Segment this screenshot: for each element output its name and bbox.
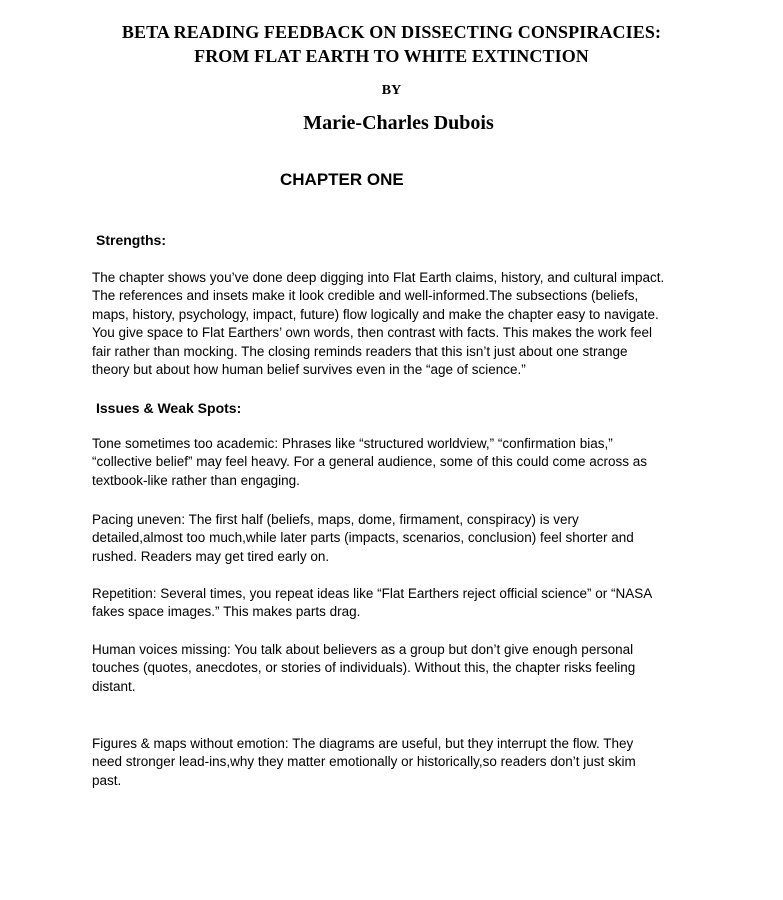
paragraph-line: fakes space images.” This makes parts drag.: [92, 604, 361, 620]
paragraph-line: The references and insets make it look credible and well-informed.The subsections (beliefs,: [92, 288, 639, 304]
pacing-paragraph: [92, 511, 712, 566]
human-voices-paragraph: [92, 641, 712, 696]
strengths-paragraph: [92, 269, 712, 379]
byline-label: BY: [381, 83, 402, 98]
paragraph-line: Human voices missing: You talk about believers as a group but don’t give enough personal: [92, 642, 634, 657]
paragraph-line: past.: [92, 772, 122, 788]
paragraph-line: rushed. Readers may get tired early on.: [92, 548, 330, 564]
paragraph-line: Repetition: Several times, you repeat ideas like “Flat Earthers reject official science” or “NASA: [92, 586, 653, 601]
document-title-line-1: BETA READING FEEDBACK ON DISSECTING CONSPIRACIES:: [121, 22, 662, 42]
paragraph-line: You give space to Flat Earthers’ own words, then contrast with facts. This makes the work feel: [92, 325, 653, 341]
paragraph-line: textbook-like rather than engaging.: [92, 472, 300, 488]
issues-heading: Issues & Weak Spots:: [96, 400, 242, 416]
paragraph-line: fair rather than mocking. The closing reminds readers that this isn’t just about one strange: [92, 343, 628, 359]
chapter-title: CHAPTER ONE: [280, 170, 404, 189]
paragraph-line: Tone sometimes too academic: Phrases like “structured worldview,” “confirmation bias,”: [92, 436, 613, 451]
paragraph-line: theory but about how human belief survives even in the “age of science.”: [92, 362, 526, 378]
paragraph-line: Figures & maps without emotion: The diagrams are useful, but they interrupt the flow. They: [92, 736, 634, 751]
paragraph-line: Pacing uneven: The first half (beliefs, maps, dome, firmament, conspiracy) is very: [92, 512, 579, 527]
repetition-paragraph: [92, 585, 712, 622]
document-title-line-2: FROM FLAT EARTH TO WHITE EXTINCTION: [194, 46, 589, 66]
paragraph-line: distant.: [92, 678, 136, 694]
paragraph-line: maps, history, psychology, impact, future) flow logically and make the chapter easy to navigate.: [92, 306, 659, 322]
paragraph-line: detailed,almost too much,while later parts (impacts, scenarios, conclusion) feel shorter and: [92, 530, 634, 546]
paragraph-line: The chapter shows you’ve done deep digging into Flat Earth claims, history, and cultural impact.: [92, 270, 665, 285]
tone-paragraph: [92, 435, 712, 490]
paragraph-line: touches (quotes, anecdotes, or stories of individuals). Without this, the chapter risks feeling: [92, 660, 636, 676]
paragraph-line: need stronger lead-ins,why they matter emotionally or historically,so readers don’t just skim: [92, 754, 636, 770]
paragraph-line: “collective belief” may feel heavy. For a general audience, some of this could come across as: [92, 454, 648, 470]
strengths-heading: Strengths:: [96, 232, 166, 248]
author-name: Marie-Charles Dubois: [303, 112, 494, 134]
figures-paragraph: [92, 735, 712, 790]
